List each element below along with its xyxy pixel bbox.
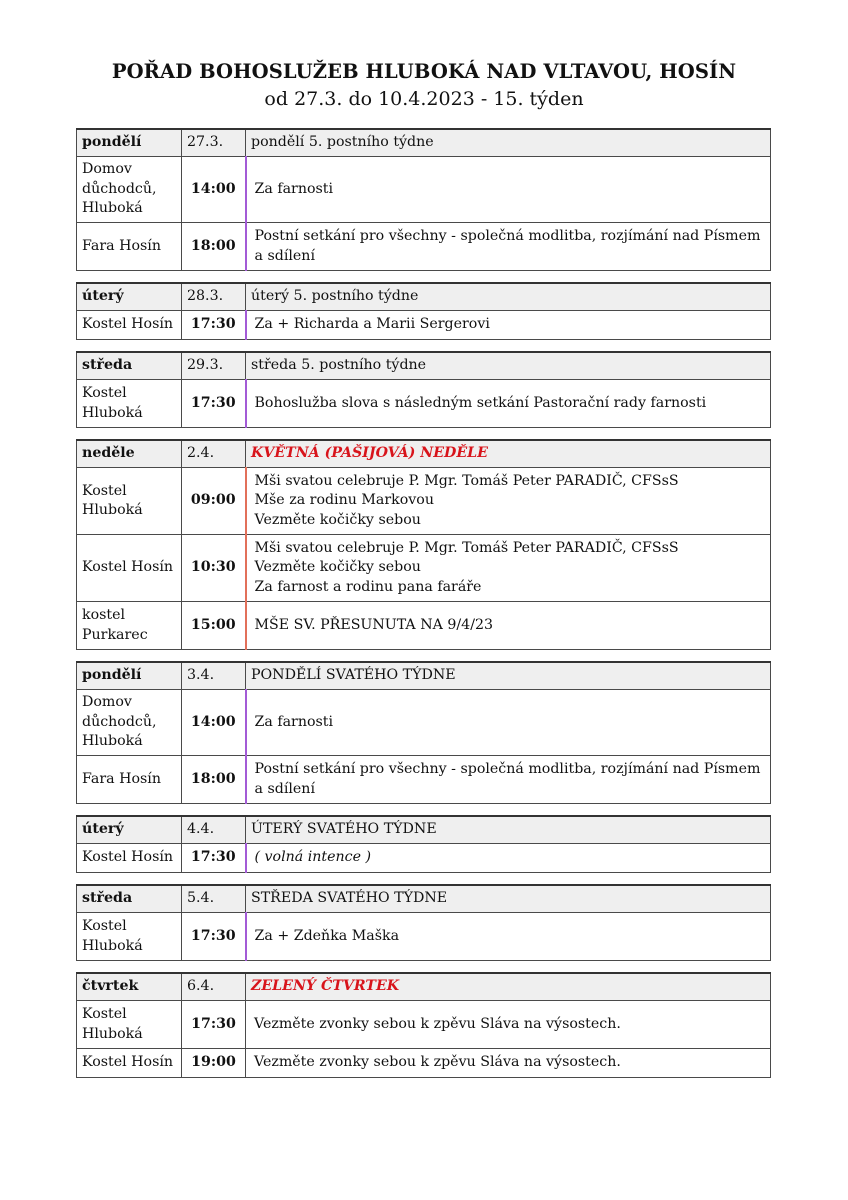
service-time: 17:30 [182,311,246,340]
service-row [77,844,771,873]
service-row [77,157,771,223]
day-date: 27.3. [182,129,246,157]
intention-line: MŠE SV. PŘESUNUTA NA 9/4/23 [254,616,494,633]
day-header-row [77,885,771,913]
service-intention [246,756,771,804]
day-header-row [77,129,771,157]
service-place: Kostel Hluboká [77,1001,182,1049]
service-time: 18:00 [182,756,246,804]
day-name: středa [77,885,182,913]
intention-line: Za + Richarda a Marii Sergerovi [254,316,490,333]
intention-line: Vezměte zvonky sebou k zpěvu Sláva na výsostech. [254,1015,621,1032]
service-time: 15:00 [182,602,246,650]
service-place: Fara Hosín [77,223,182,271]
service-time: 14:00 [182,690,246,756]
service-intention [246,1001,771,1049]
intention-line: Vezměte kočičky sebou [254,511,421,528]
service-intention [246,913,771,961]
day-date: 3.4. [182,662,246,690]
liturgical-day-title: ZELENÝ ČTVRTEK [246,973,771,1001]
service-time: 19:00 [182,1049,246,1078]
day-table [76,282,771,340]
service-intention [246,223,771,271]
day-date: 6.4. [182,973,246,1001]
day-name: čtvrtek [77,973,182,1001]
service-row [77,380,771,428]
service-time: 14:00 [182,157,246,223]
service-place: Kostel Hluboká [77,380,182,428]
service-place: Fara Hosín [77,756,182,804]
day-name: pondělí [77,662,182,690]
liturgical-day-title: KVĚTNÁ (PAŠIJOVÁ) NEDĚLE [246,440,771,468]
service-time: 17:30 [182,1001,246,1049]
service-row [77,1001,771,1049]
service-time: 18:00 [182,223,246,271]
day-header-row [77,816,771,844]
day-date: 5.4. [182,885,246,913]
service-intention [246,468,771,535]
liturgical-day-title: středa 5. postního týdne [246,352,771,380]
day-header-row [77,283,771,311]
day-table [76,815,771,873]
intention-line: Za farnost a rodinu pana faráře [254,578,482,595]
day-table [76,972,771,1078]
service-row [77,1049,771,1078]
intention-line: Bohoslužba slova s následným setkání Pastorační rady farnosti [254,394,707,411]
day-date: 28.3. [182,283,246,311]
intention-line: Za + Zdeňka Maška [254,927,400,944]
intention-line: Mše za rodinu Markovou [254,492,434,509]
day-table [76,661,771,804]
day-name: úterý [77,283,182,311]
intention-line: Vezměte zvonky sebou k zpěvu Sláva na výsostech. [254,1054,621,1071]
day-table [76,351,771,428]
day-name: úterý [77,816,182,844]
liturgical-day-title: ÚTERÝ SVATÉHO TÝDNE [246,816,771,844]
service-time: 10:30 [182,535,246,602]
service-row [77,535,771,602]
schedule [76,128,771,1089]
service-intention [246,844,771,873]
intention-line: Za farnosti [254,180,334,197]
day-date: 29.3. [182,352,246,380]
service-intention [246,602,771,650]
service-time: 17:30 [182,380,246,428]
day-name: pondělí [77,129,182,157]
day-table [76,439,771,650]
intention-line: ( volná intence ) [254,849,372,866]
service-place: Kostel Hosín [77,535,182,602]
liturgical-day-title: úterý 5. postního týdne [246,283,771,311]
service-place: Domov důchodců, Hluboká [77,157,182,223]
intention-line: Mši svatou celebruje P. Mgr. Tomáš Peter PARADIČ, CFSsS [254,472,679,489]
service-time: 17:30 [182,844,246,873]
service-time: 17:30 [182,913,246,961]
day-header-row [77,440,771,468]
liturgical-day-title: STŘEDA SVATÉHO TÝDNE [246,885,771,913]
service-place: Kostel Hluboká [77,913,182,961]
service-place: Kostel Hosín [77,844,182,873]
day-name: neděle [77,440,182,468]
day-table [76,884,771,961]
service-time: 09:00 [182,468,246,535]
service-place: Domov důchodců, Hluboká [77,690,182,756]
day-header-row [77,662,771,690]
day-name: středa [77,352,182,380]
intention-line: Za farnosti [254,713,334,730]
service-intention [246,157,771,223]
page-subtitle: od 27.3. do 10.4.2023 - 15. týden [264,88,584,110]
day-header-row [77,973,771,1001]
day-date: 4.4. [182,816,246,844]
intention-line: Postní setkání pro všechny - společná modlitba, rozjímání nad Písmem a sdílení [254,228,761,264]
service-place: Kostel Hosín [77,1049,182,1078]
intention-line: Postní setkání pro všechny - společná modlitba, rozjímání nad Písmem a sdílení [254,761,761,797]
service-row [77,756,771,804]
service-row [77,223,771,271]
liturgical-day-title: pondělí 5. postního týdne [246,129,771,157]
service-intention [246,380,771,428]
service-row [77,690,771,756]
day-header-row [77,352,771,380]
service-intention [246,535,771,602]
intention-line: Mši svatou celebruje P. Mgr. Tomáš Peter PARADIČ, CFSsS [254,539,679,556]
day-table [76,128,771,271]
service-row [77,468,771,535]
service-place: Kostel Hosín [77,311,182,340]
intention-line: Vezměte kočičky sebou [254,559,421,576]
service-intention [246,690,771,756]
service-row [77,311,771,340]
service-place: Kostel Hluboká [77,468,182,535]
page-title: POŘAD BOHOSLUŽEB HLUBOKÁ NAD VLTAVOU, HOSÍN [111,60,737,83]
service-intention [246,1049,771,1078]
service-intention [246,311,771,340]
day-date: 2.4. [182,440,246,468]
service-row [77,913,771,961]
service-row [77,602,771,650]
service-place: kostel Purkarec [77,602,182,650]
liturgical-day-title: PONDĚLÍ SVATÉHO TÝDNE [246,662,771,690]
